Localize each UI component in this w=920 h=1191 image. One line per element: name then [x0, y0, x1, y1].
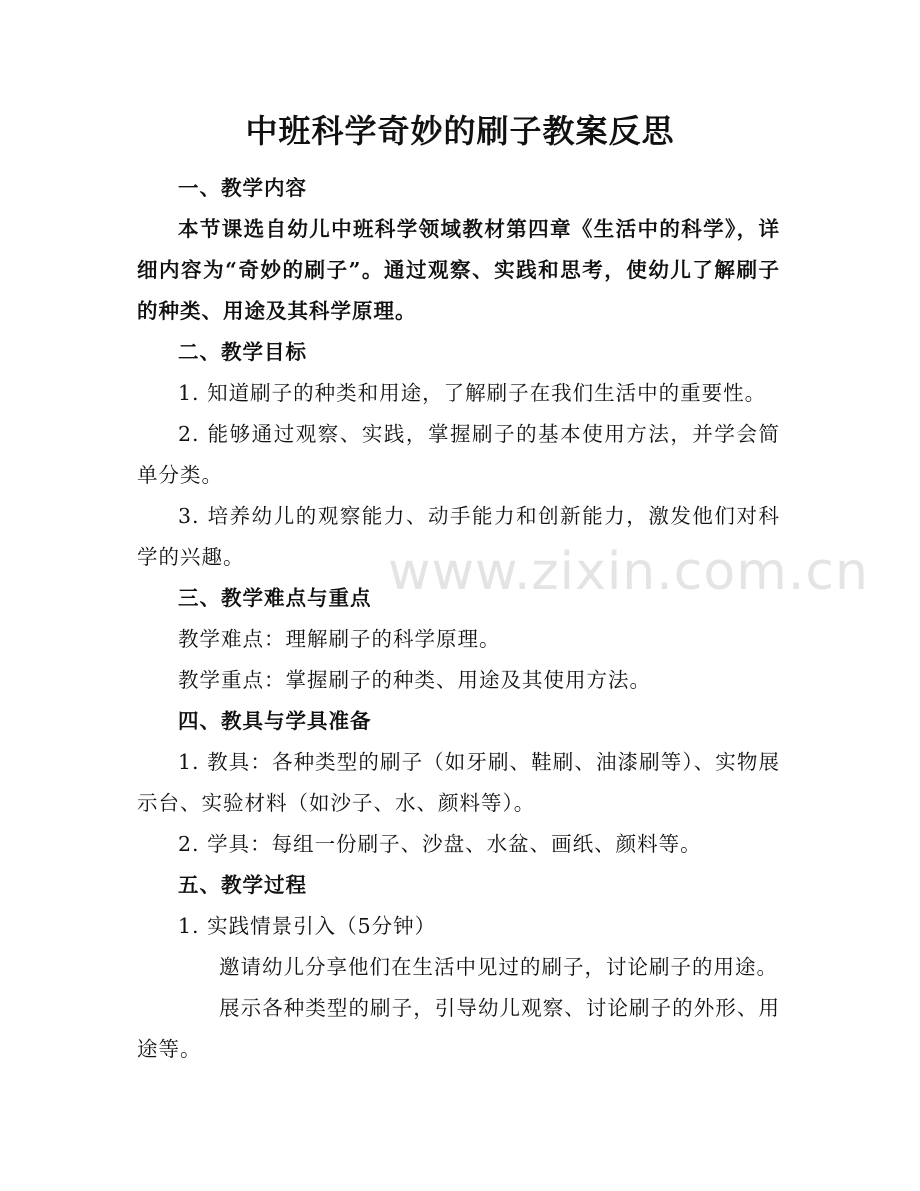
watermark: www.zixin.com.cn — [388, 542, 869, 602]
paragraph: 教学重点：掌握刷子的种类、用途及其使用方法。 — [178, 668, 651, 692]
list-item: 1. 教具：各种类型的刷子（如牙刷、鞋刷、油漆刷等）、实物展示台、实验材料（如沙子、水、颜料等）。 — [137, 750, 780, 815]
paragraph: 展示各种类型的刷子，引导幼儿观察、讨论刷子的外形、用途等。 — [137, 996, 780, 1061]
paragraph: 教学难点：理解刷子的科学原理。 — [178, 627, 501, 651]
document-title: 中班科学奇妙的刷子教案反思 — [245, 112, 675, 150]
list-item: 2. 能够通过观察、实践，掌握刷子的基本使用方法，并学会简单分类。 — [137, 422, 780, 487]
list-item: 1. 知道刷子的种类和用途，了解刷子在我们生活中的重要性。 — [178, 381, 767, 405]
document-body — [137, 168, 780, 1070]
list-item: 1. 实践情景引入（5分钟） — [178, 914, 437, 938]
section-heading: 五、教学过程 — [178, 873, 307, 897]
section-heading: 三、教学难点与重点 — [178, 586, 372, 610]
paragraph: 邀请幼儿分享他们在生活中见过的刷子，讨论刷子的用途。 — [219, 955, 778, 979]
section-heading: 二、教学目标 — [178, 340, 307, 364]
list-item: 2. 学具：每组一份刷子、沙盘、水盆、画纸、颜料等。 — [178, 832, 702, 856]
list-item: 3. 培养幼儿的观察能力、动手能力和创新能力，激发他们对科学的兴趣。 — [137, 504, 780, 569]
section-heading: 一、教学内容 — [178, 176, 307, 200]
section-heading: 四、教具与学具准备 — [178, 709, 372, 733]
paragraph: 本节课选自幼儿中班科学领域教材第四章《生活中的科学》，详细内容为“奇妙的刷子”。通过观察、实践和思考，使幼儿了解刷子的种类、用途及其科学原理。 — [137, 217, 780, 323]
